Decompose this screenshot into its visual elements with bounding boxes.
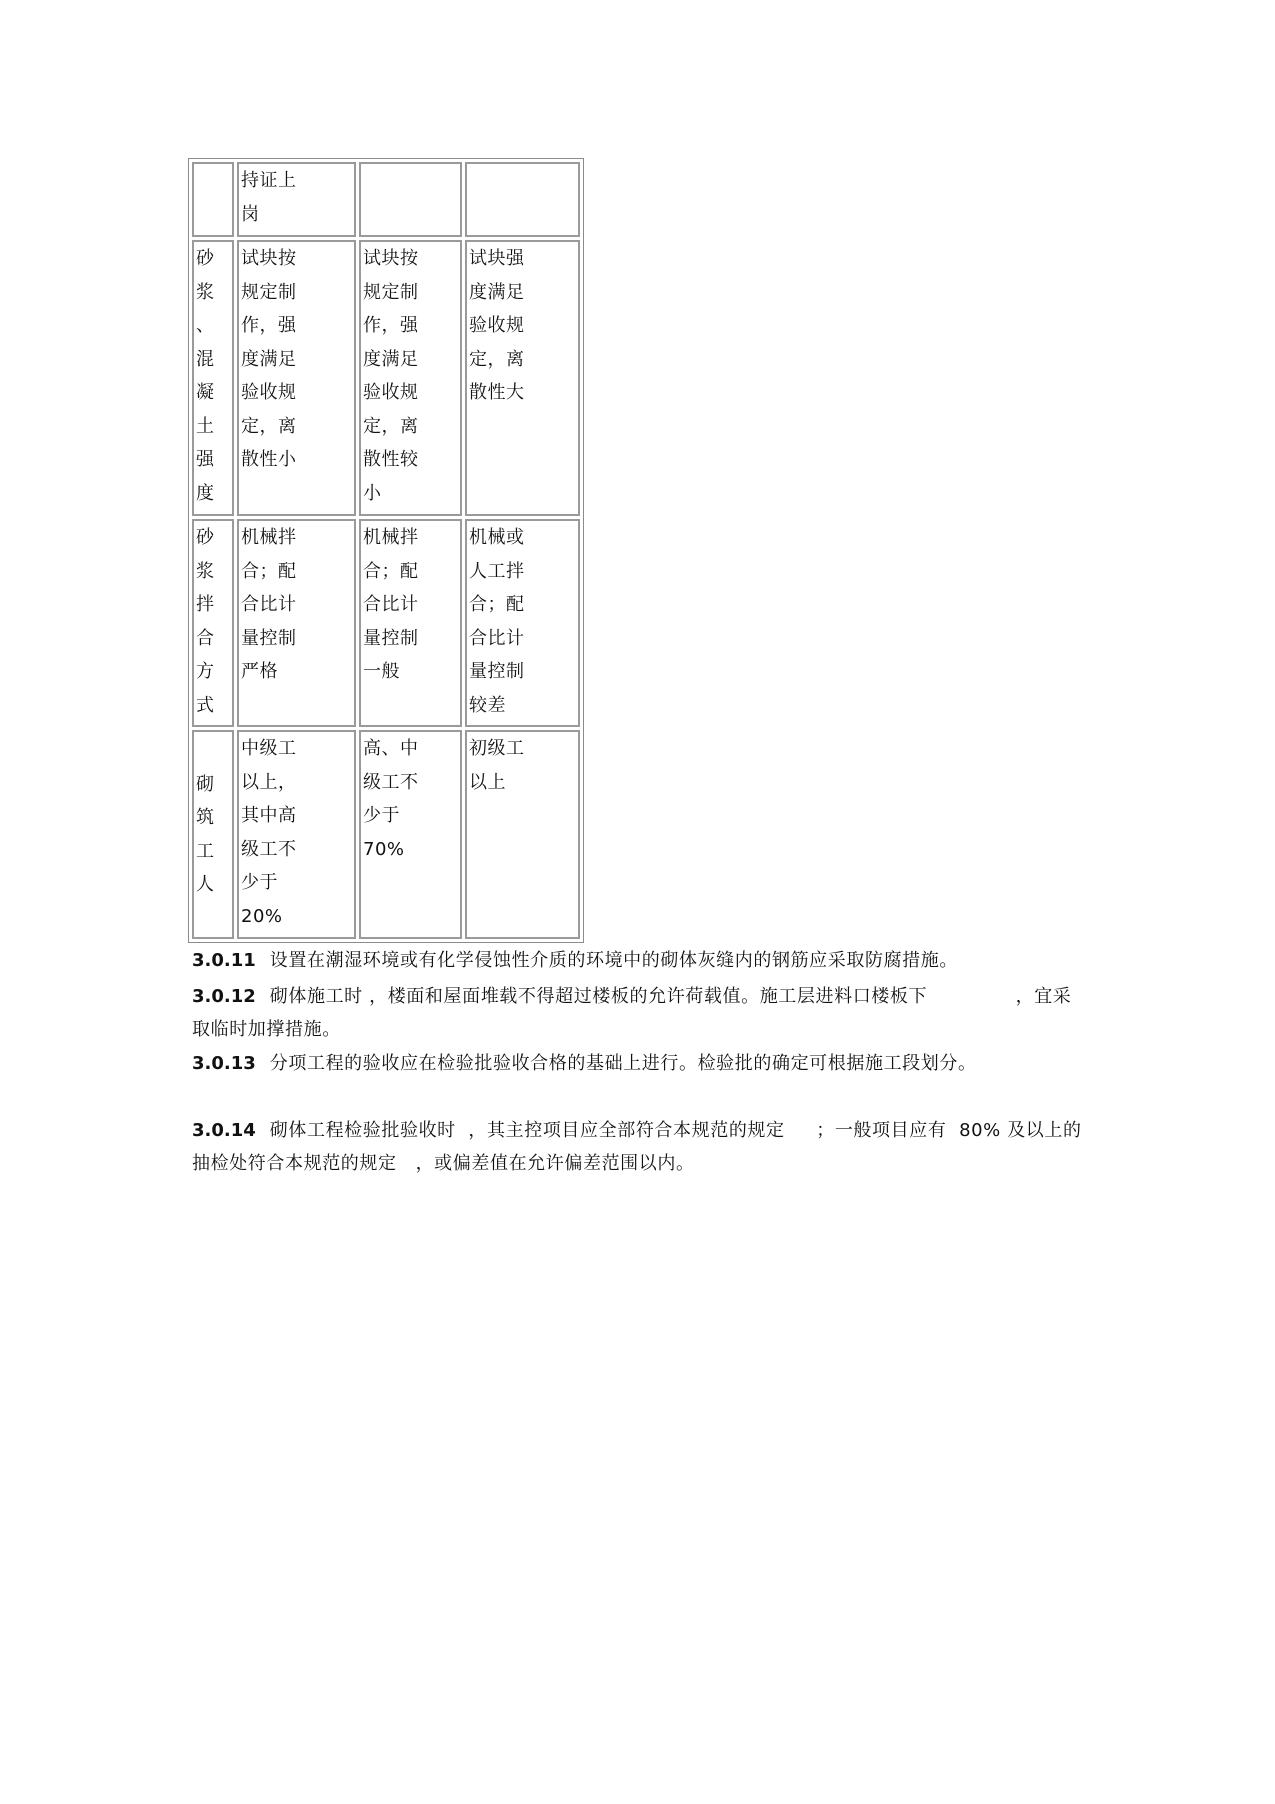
table-cell: 机械拌 合；配 合比计 量控制 一般 [359, 519, 462, 727]
table-cell: 机械拌 合；配 合比计 量控制 严格 [237, 519, 356, 727]
clause-number: 3.0.12 [192, 986, 256, 1007]
table-cell [192, 162, 234, 237]
table-row [192, 730, 580, 939]
table-cell: 高、中 级工不 少于 70% [359, 730, 462, 939]
row-header-cell: 砂 浆 拌 合 方 式 [192, 519, 234, 727]
clause-3-0-12 [192, 980, 1082, 1046]
clause-3-0-14 [192, 1114, 1082, 1180]
row-header-cell: 砂 浆 、 混 凝 土 强 度 [192, 240, 234, 516]
row-header-cell: 砌 筑 工 人 [192, 730, 234, 939]
table-cell [465, 162, 580, 237]
clause-3-0-13 [192, 1047, 1082, 1080]
clause-3-0-11 [192, 944, 1082, 977]
table-row [192, 519, 580, 727]
clause-text: 砌体工程检验批验收时 ，其主控项目应全部符合本规范的规定 ；一般项目应有 80% 及以上的抽检处符合本规范的规定 ，或偏差值在允许偏差范围以内。 [192, 1120, 1082, 1174]
table-row [192, 240, 580, 516]
table-cell: 试块按 规定制 作，强 度满足 验收规 定，离 散性小 [237, 240, 356, 516]
table-row [192, 162, 580, 237]
table-cell: 机械或 人工拌 合；配 合比计 量控制 较差 [465, 519, 580, 727]
table-cell: 试块强 度满足 验收规 定，离 散性大 [465, 240, 580, 516]
table-cell: 持证上 岗 [237, 162, 356, 237]
clause-number: 3.0.14 [192, 1120, 256, 1141]
clause-text: 分项工程的验收应在检验批验收合格的基础上进行。检验批的确定可根据施工段划分。 [269, 1053, 977, 1074]
clause-text: 砌体施工时 ，楼面和屋面堆载不得超过楼板的允许荷载值。施工层进料口楼板下 ，宜采取临时加撑措施。 [192, 986, 1072, 1040]
clause-number: 3.0.11 [192, 950, 256, 971]
quality-control-table [188, 158, 584, 943]
table-cell [359, 162, 462, 237]
table-cell: 中级工 以上， 其中高 级工不 少于 20% [237, 730, 356, 939]
table-cell: 初级工 以上 [465, 730, 580, 939]
clause-number: 3.0.13 [192, 1053, 256, 1074]
clause-text: 设置在潮湿环境或有化学侵蚀性介质的环境中的砌体灰缝内的钢筋应采取防腐措施。 [269, 950, 958, 971]
table-cell: 试块按 规定制 作，强 度满足 验收规 定，离 散性较 小 [359, 240, 462, 516]
